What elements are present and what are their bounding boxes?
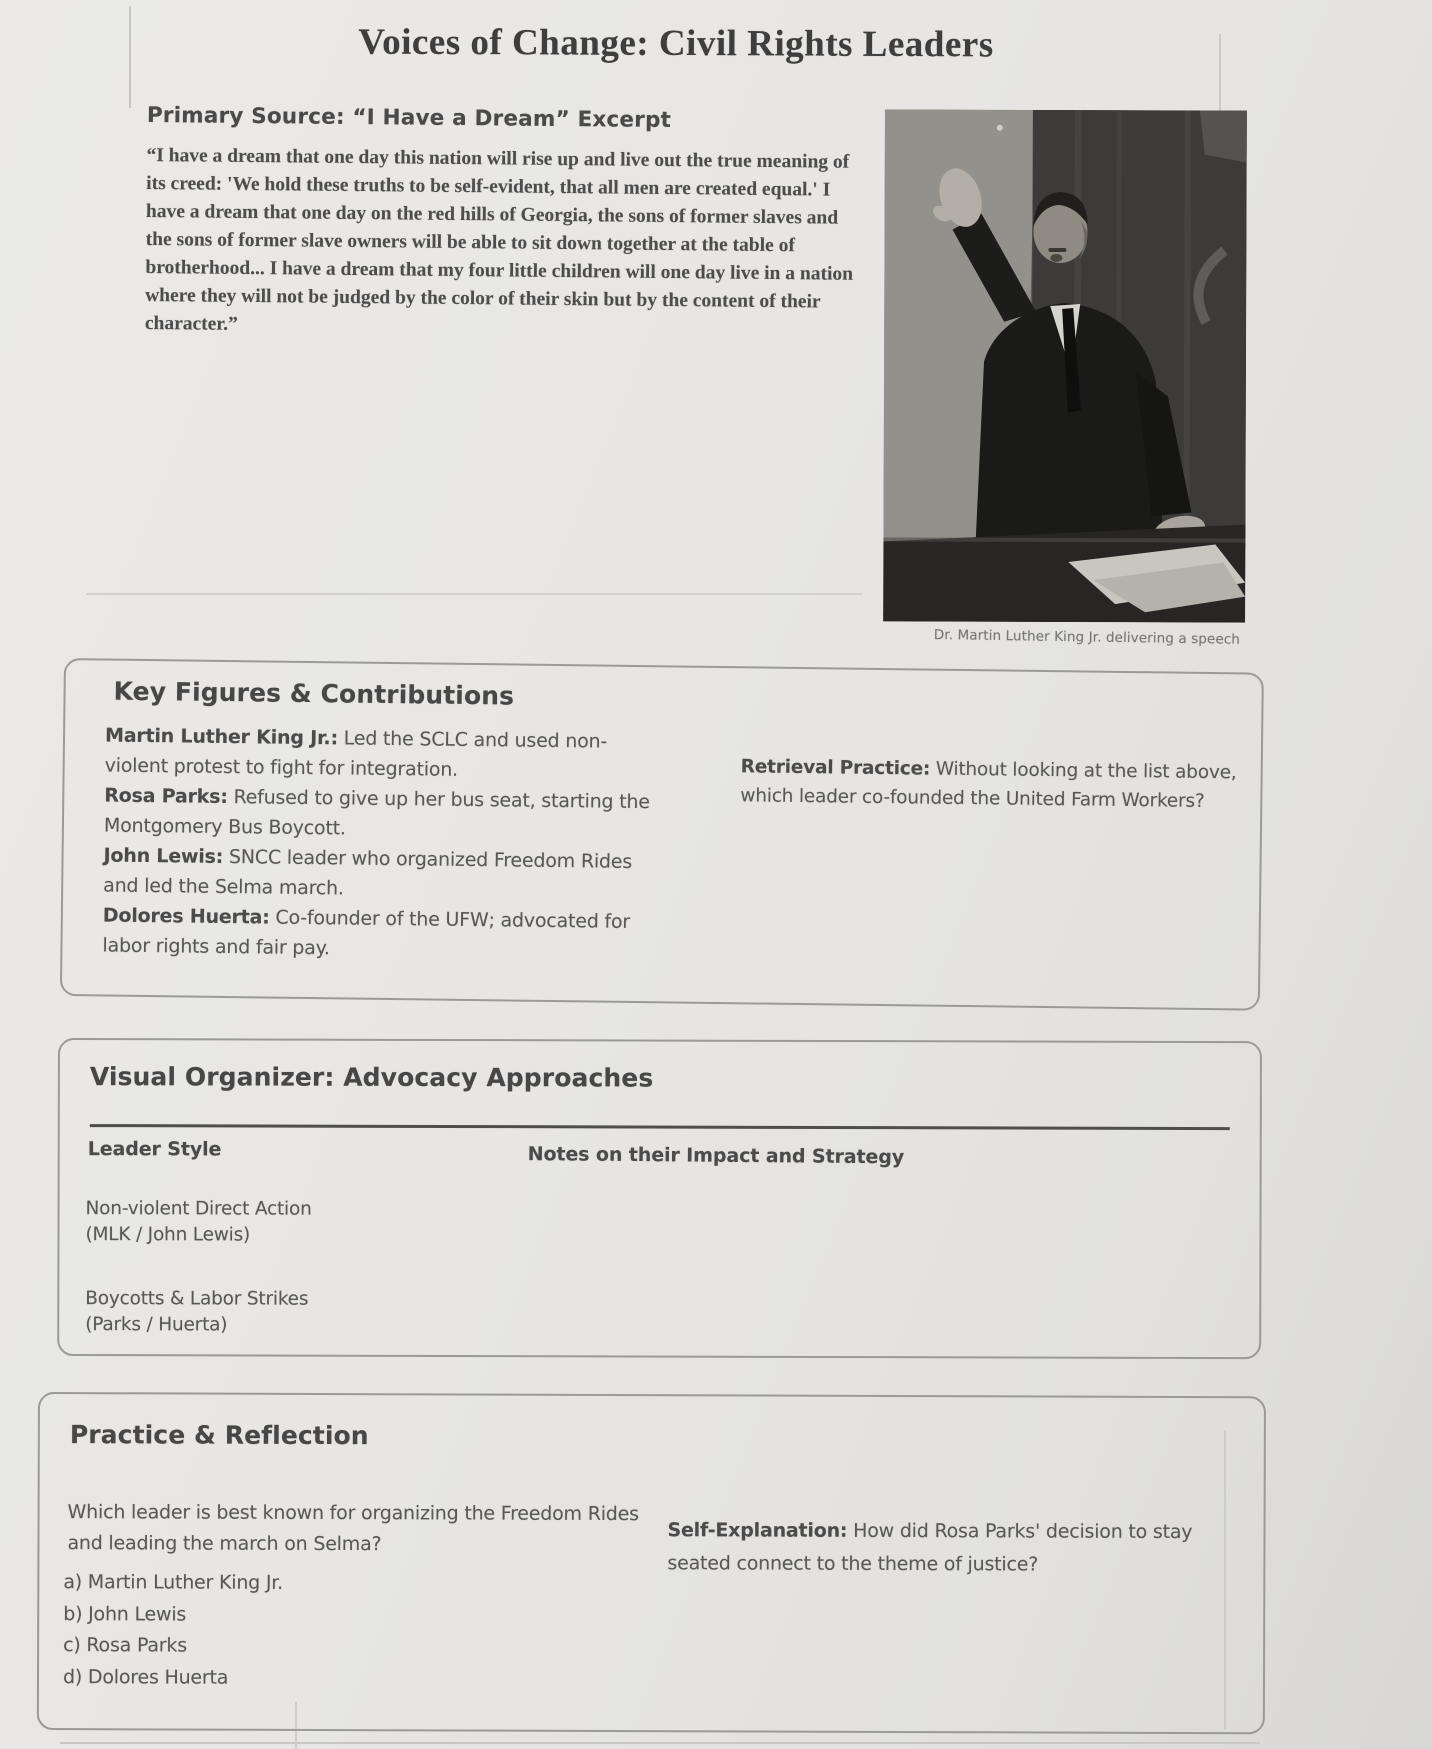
row-group-label: (Parks / Huerta) bbox=[85, 1314, 228, 1336]
row-style-label: Boycotts & Labor Strikes bbox=[85, 1288, 309, 1310]
photo-caption: Dr. Martin Luther King Jr. delivering a speech bbox=[933, 626, 1241, 648]
visual-organizer-heading: Visual Organizer: Advocacy Approaches bbox=[89, 1062, 654, 1093]
visual-organizer-section bbox=[57, 1038, 1262, 1359]
page-title: Voices of Change: Civil Rights Leaders bbox=[358, 21, 994, 66]
organizer-divider bbox=[90, 1124, 1230, 1130]
scan-crease bbox=[86, 593, 862, 595]
self-explanation-note: Self-Explanation: How did Rosa Parks' decision to stay seated connect to the theme of justice? bbox=[667, 1519, 1193, 1576]
figure-entry-lewis: John Lewis: SNCC leader who organized Freedom Rides and led the Selma march. bbox=[103, 844, 633, 900]
mlk-photo bbox=[883, 109, 1247, 622]
key-figures-section bbox=[60, 658, 1264, 1011]
answer-option-a: a) Martin Luther King Jr. bbox=[63, 1571, 284, 1594]
retrieval-practice-note: Retrieval Practice: Without looking at the list above, which leader co-founded the United Farm Workers? bbox=[740, 756, 1237, 812]
practice-section bbox=[37, 1392, 1266, 1734]
row-style-label: Non-violent Direct Action bbox=[85, 1198, 312, 1220]
mlk-photo-illustration bbox=[883, 109, 1247, 622]
primary-source-section bbox=[145, 103, 869, 345]
scan-crease bbox=[60, 1742, 1260, 1744]
column-header-leader-style: Leader Style bbox=[87, 1138, 222, 1161]
practice-heading: Practice & Reflection bbox=[69, 1420, 369, 1451]
answer-option-b: b) John Lewis bbox=[63, 1602, 187, 1626]
key-figures-heading: Key Figures & Contributions bbox=[113, 676, 515, 711]
figure-entry-mlk: Martin Luther King Jr.: Led the SCLC and used non-violent protest to fight for integration. bbox=[104, 724, 608, 781]
organizer-row-boycotts bbox=[85, 1286, 308, 1339]
answer-option-d: d) Dolores Huerta bbox=[62, 1665, 229, 1689]
answer-option-c: c) Rosa Parks bbox=[63, 1634, 187, 1657]
key-figures-list bbox=[102, 721, 660, 968]
answer-options bbox=[63, 1567, 283, 1694]
figure-entry-parks: Rosa Parks: Refused to give up her bus seat, starting the Montgomery Bus Boycott. bbox=[103, 784, 650, 840]
organizer-row-nonviolent bbox=[85, 1196, 311, 1249]
practice-question: Which leader is best known for organizing the Freedom Rides and leading the march on Selma? bbox=[67, 1501, 639, 1556]
primary-source-excerpt: “I have a dream that one day this nation will rise up and live out the true meaning of its creed: 'We hold these truths to be self-evident, that all men are created equal.' I have a dream that one day on the red hills of Georgia, the sons of former slaves and the sons of former slave owners will be able to sit down together at the table of brotherhood... I have a dream that my four little children will one day live in a nation where they will not be judged by the color of their skin but by the content of their character.” bbox=[144, 144, 854, 335]
row-group-label: (MLK / John Lewis) bbox=[85, 1224, 251, 1246]
primary-source-heading: Primary Source: “I Have a Dream” Excerpt bbox=[146, 103, 672, 134]
column-header-notes: Notes on their Impact and Strategy bbox=[527, 1143, 905, 1169]
figure-entry-huerta: Dolores Huerta: Co-founder of the UFW; advocated for labor rights and fair pay. bbox=[102, 904, 631, 960]
